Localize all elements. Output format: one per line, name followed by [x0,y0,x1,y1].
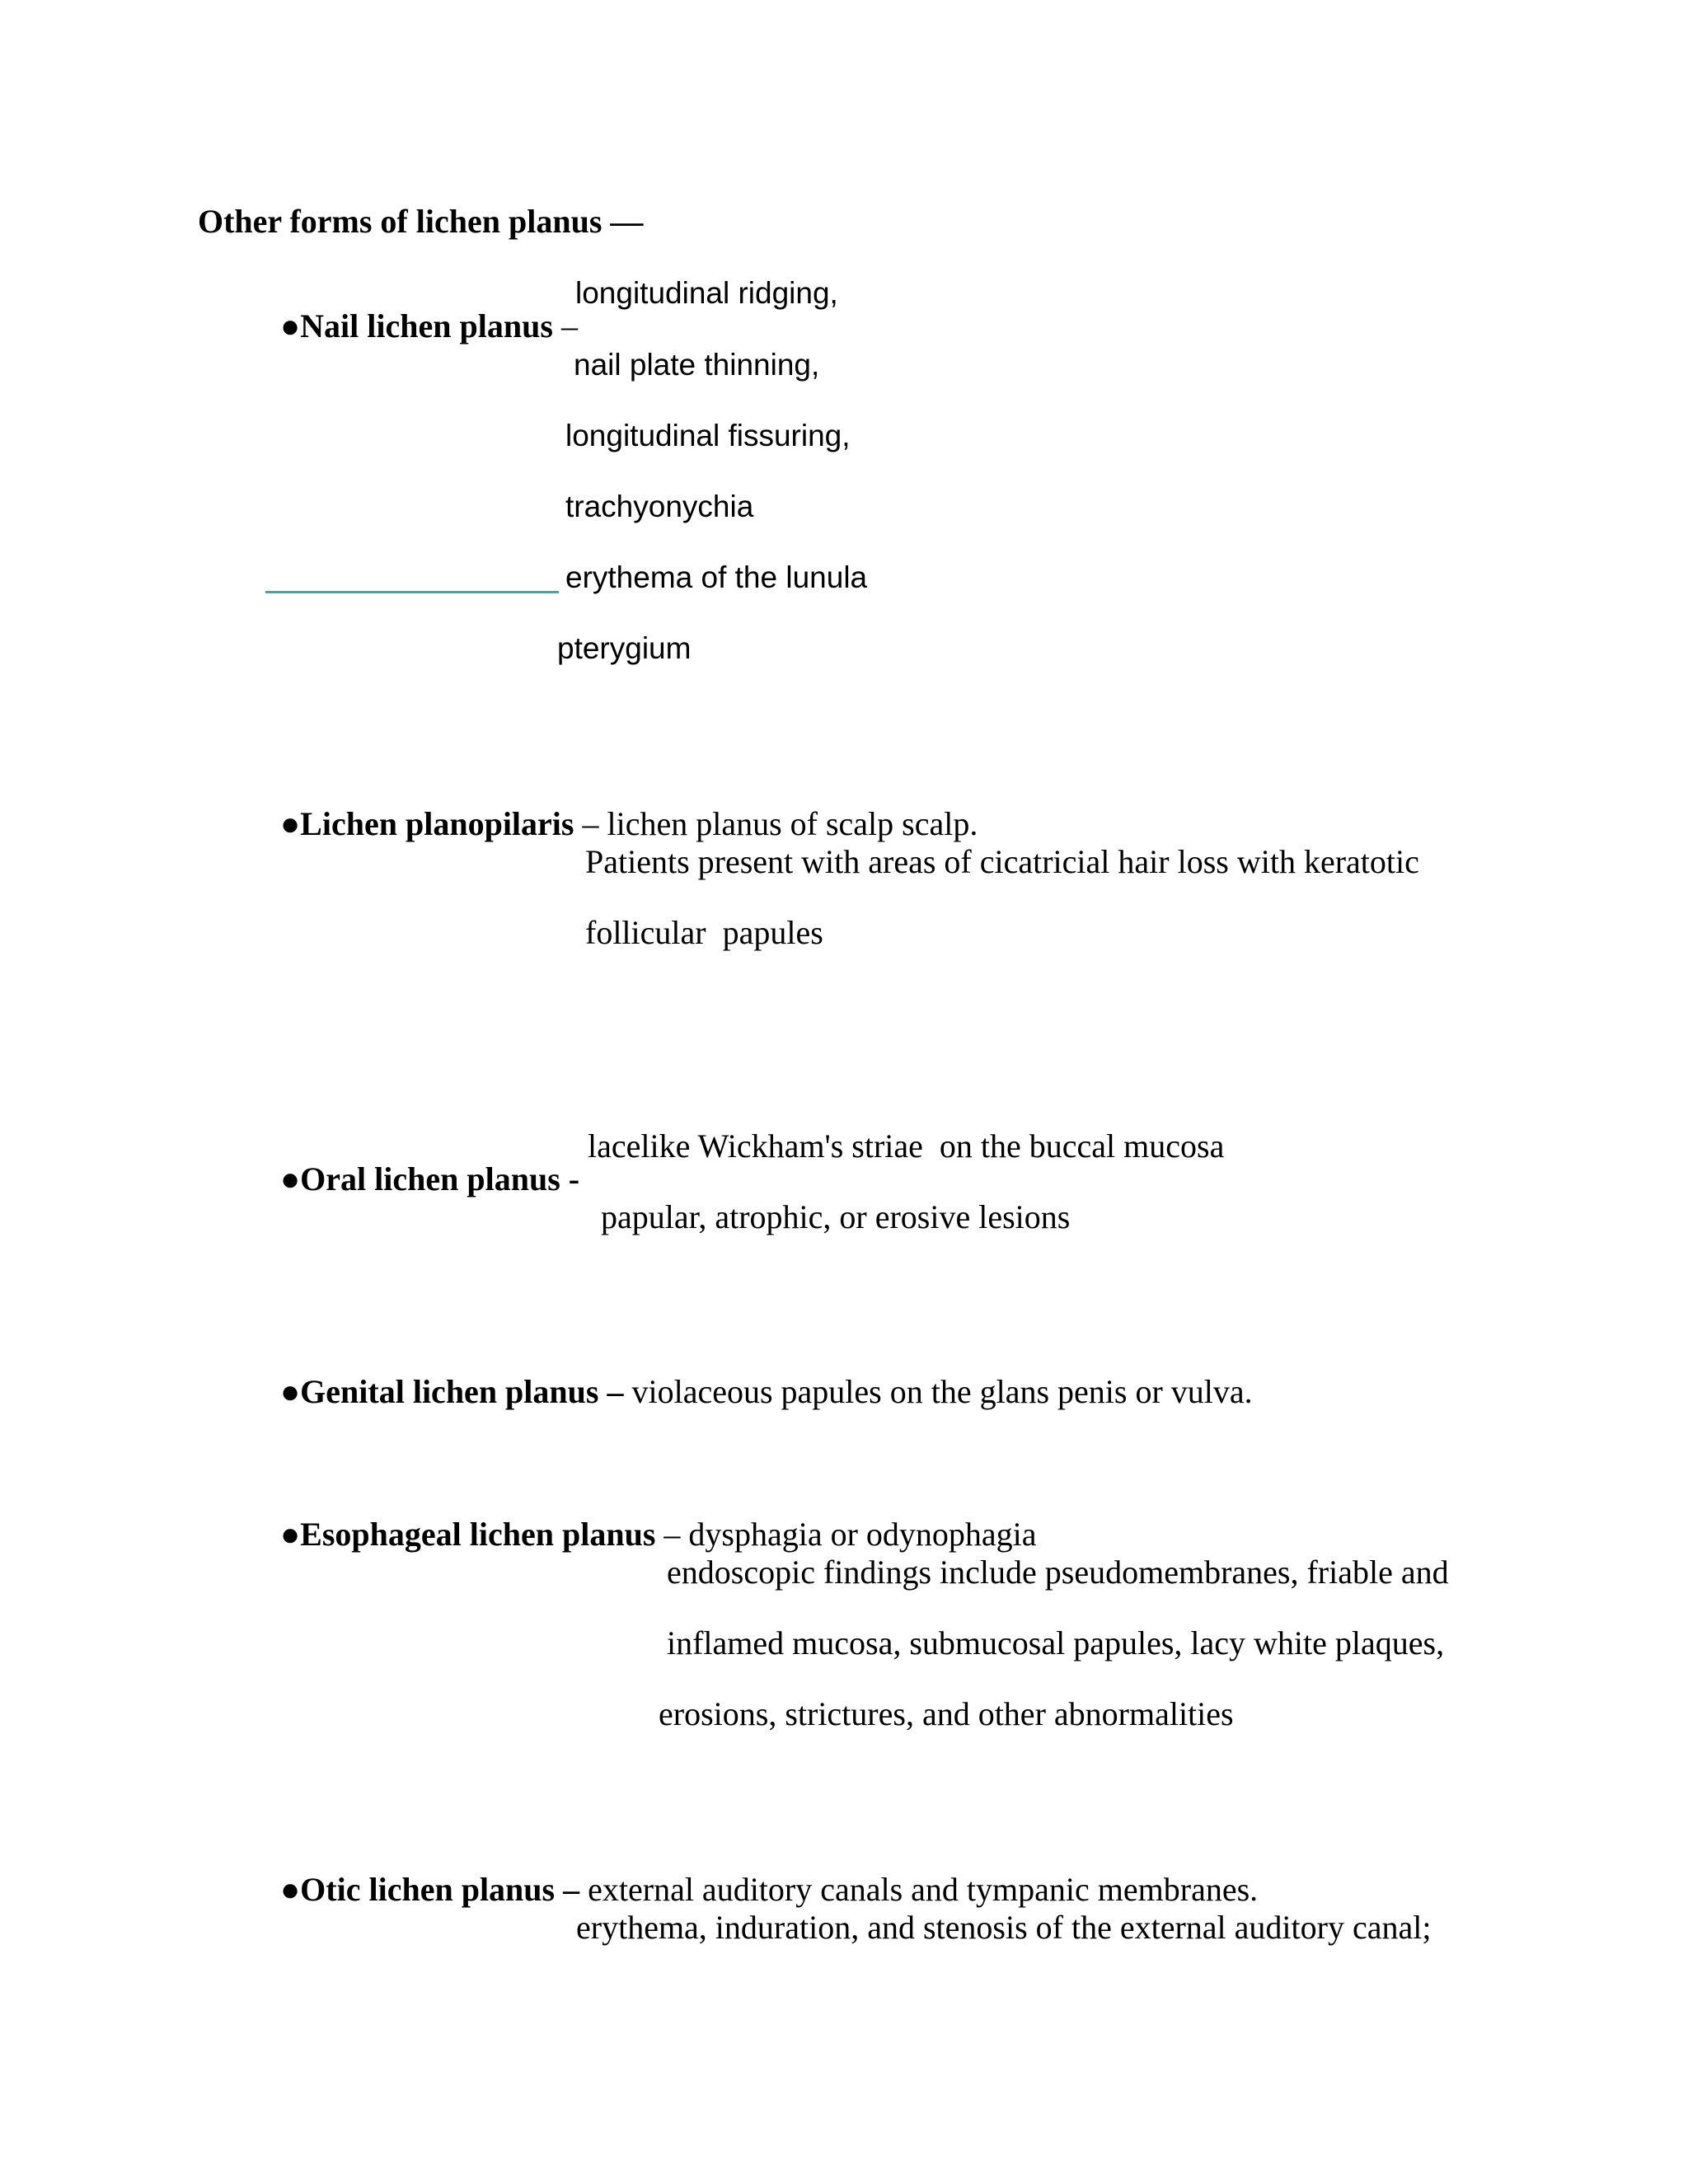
esophageal-separator: – [655,1516,689,1553]
esophageal-term: Esophageal lichen planus [300,1516,656,1553]
bullet: ● [280,805,301,842]
otic-description-line: erythema, induration, and stenosis of the external auditory canal; [576,1909,1432,1946]
nail-finding: pterygium [557,631,692,665]
oral-lichen-planus-entry [264,1130,579,1196]
genital-lichen-planus-entry [264,1343,1253,1408]
bullet: ● [280,1871,301,1908]
planopilaris-term: Lichen planopilaris [300,805,574,842]
planopilaris-description-line: Patients present with areas of cicatricial hair loss with keratotic [585,843,1419,880]
oral-term: Oral lichen planus - [300,1160,580,1197]
esophageal-description-line: erosions, strictures, and other abnormalities [659,1695,1234,1732]
genital-description: violaceous papules on the glans penis or vulva. [623,1373,1253,1410]
nail-term: Nail lichen planus [300,307,553,344]
planopilaris-separator: – [574,805,607,842]
nail-finding: nail plate thinning, [574,348,820,382]
esophageal-lichen-planus-entry [264,1485,1037,1551]
esophageal-description-line: inflamed mucosa, submucosal papules, lacy white plaques, [667,1624,1445,1661]
oral-description-line: papular, atrophic, or erosive lesions [601,1198,1071,1235]
esophageal-description-line: endoscopic findings include pseudomembranes, friable and [667,1554,1449,1591]
nail-finding: longitudinal ridging, [575,276,838,310]
nail-lichen-planus-entry [264,277,586,343]
blank-underline [265,591,559,593]
otic-lichen-planus-entry [264,1840,1258,1906]
genital-term: Genital lichen planus – [300,1373,624,1410]
bullet: ● [280,1160,301,1197]
bullet: ● [280,1516,301,1553]
otic-description: external auditory canals and tympanic membranes. [579,1871,1259,1908]
lichen-planopilaris-entry [264,775,978,841]
esophageal-description: dysphagia or odynophagia [688,1516,1037,1553]
nail-finding: erythema of the lunula [565,560,868,594]
planopilaris-description-line: follicular papules [585,914,823,951]
bullet: ● [280,1373,301,1410]
oral-description: lacelike Wickham's striae on the buccal mucosa [588,1127,1225,1165]
bullet: ● [280,307,301,344]
page-title: Other forms of lichen planus — [198,203,644,240]
otic-term: Otic lichen planus – [300,1871,580,1908]
nail-separator: – [552,307,586,344]
nail-finding: trachyonychia [565,490,754,523]
planopilaris-description: lichen planus of scalp scalp. [607,805,978,842]
nail-finding: longitudinal fissuring, [565,419,851,452]
